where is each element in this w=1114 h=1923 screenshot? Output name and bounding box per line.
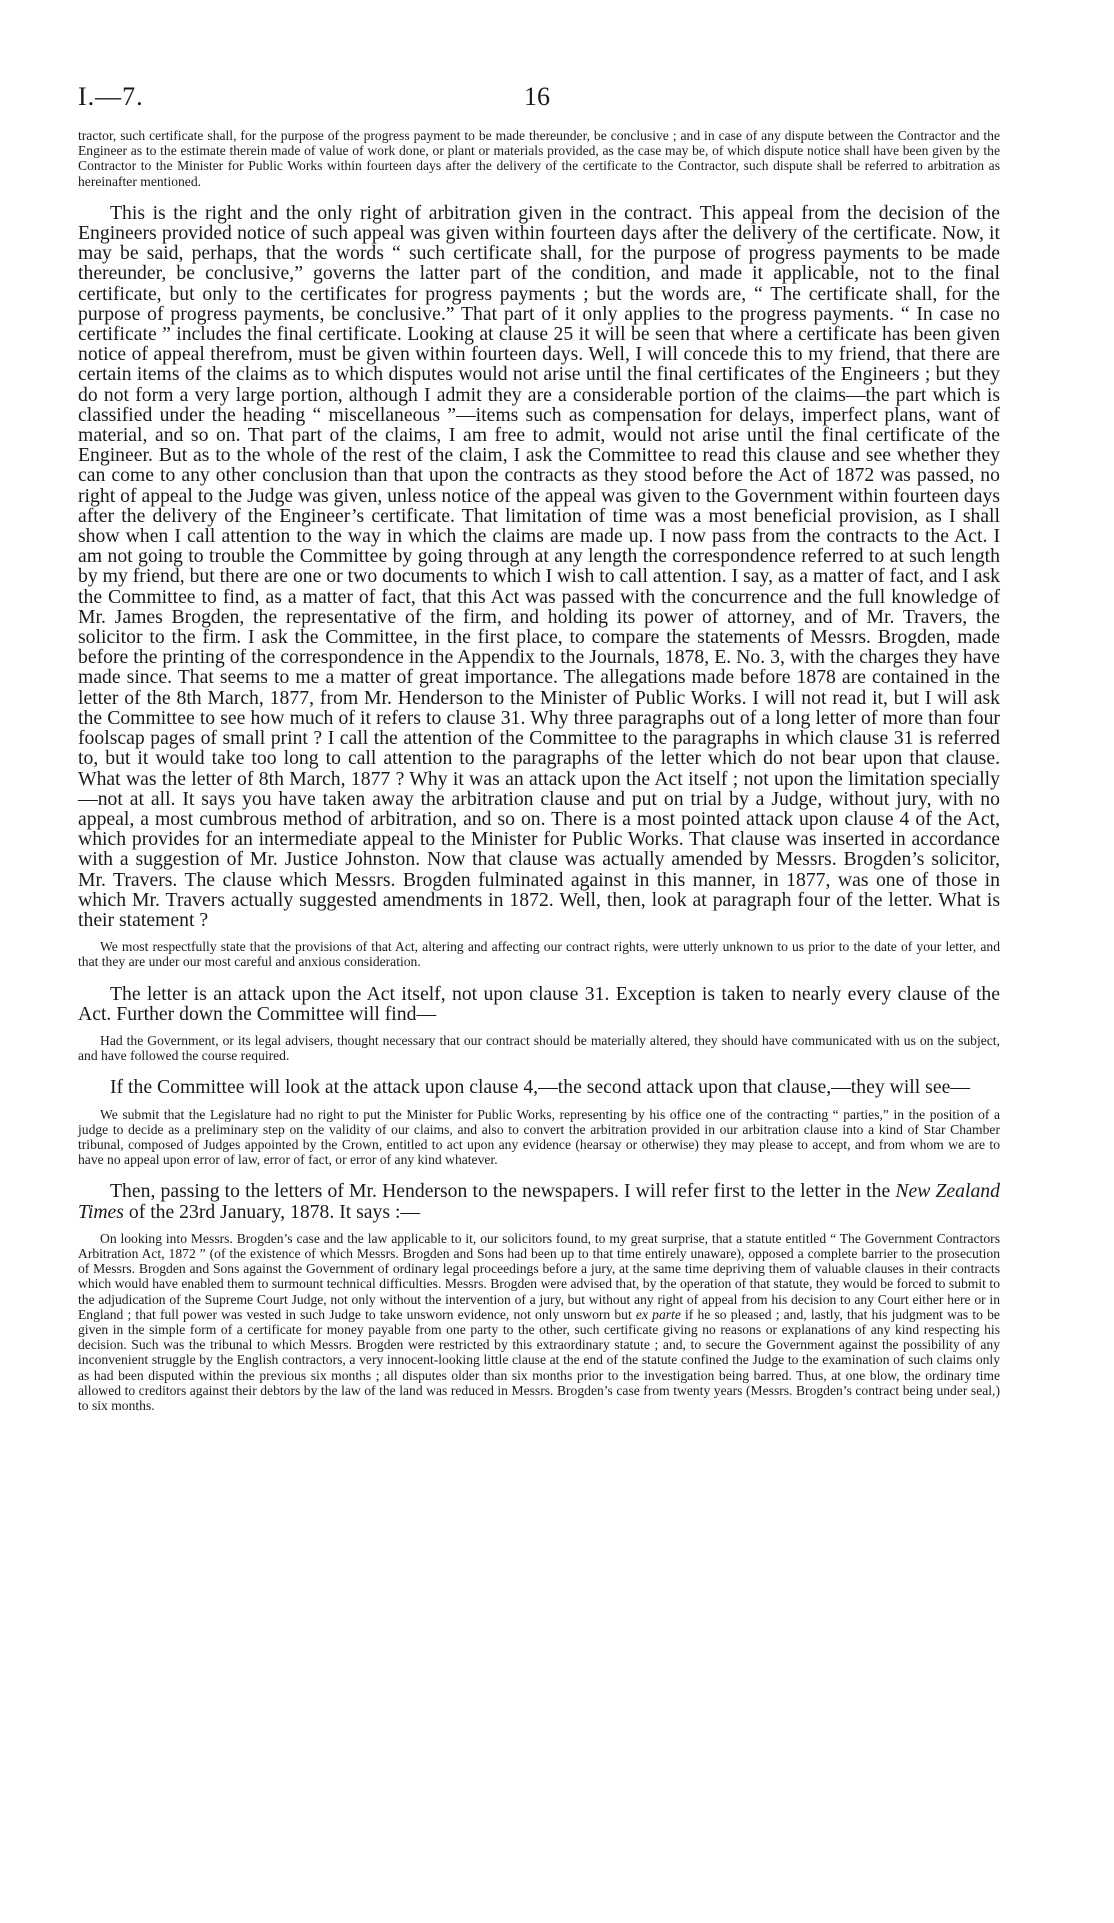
main-paragraph: This is the right and the only right of arbitration given in the contract. This appeal from the decision of the Engineers provided notice of such appeal was given within fourteen days after the delivery of the certificate. Now, it may be said, perhaps, that the words “ such certificate shall, for the purpose of progress payments to be made thereunder, be conclusive,” governs the latter part of the condition, and made it applicable, not to the final certificate, but only to the certificates for progress payments ; but the words are, “ The certificate shall, for the purpose of progress payments, be conclusive.” That part of it only applies to the progress payments. “ In case no certificate ” includes the final certificate. Looking at clause 25 it will be seen that where a certificate has been given notice of appeal therefrom, must be given within fourteen days. Well, I will concede this to my friend, that there are certain items of the claims as to which disputes would not arise until the final certificates of the Engineers ; but they do not form a very large portion, although I admit they are a considerable portion of the claims—the part which is classified under the heading “ miscellaneous ”—items such as compensation for delays, imperfect plans, want of material, and so on. That part of the claims, I am free to admit, would not arise until the final certificate of the Engineer. But as to the whole of the rest of the claim, I ask the Committee to read this clause and see whether they can come to any other conclusion than that upon the contracts as they stood before the Act of 1872 was passed, no right of appeal to the Judge was given, unless notice of the appeal was given to the Government within fourteen days after the delivery of the Engineer’s certificate. That limitation of time was a most beneficial provision, as I shall show when I call attention to the way in which the claims are made up. I now pass from the contracts to the Act. I am not going to trouble the Committee by going through at any length the correspondence referred to at such length by my friend, but there are one or two documents to which I wish to call attention. I say, as a matter of fact, and I ask the Committee to find, as a matter of fact, that this Act was passed with the concurrence and the full knowledge of Mr. James Brogden, the representative of the firm, and holding its power of attorney, and of Mr. Travers, the solicitor to the firm. I ask the Committee, in the first place, to compare the statements of Messrs. Brogden, made before the printing of the correspondence in the Appendix to the Journals, 1878, E. No. 3, with the charges they have made since. That seems to me a matter of great importance. The allegations made before 1878 are contained in the letter of the 8th March, 1877, from Mr. Henderson to the Minister of Public Works. I will not read it, but I will ask the Committee to see how much of it refers to clause 31. Why three paragraphs out of a long letter of more than four foolscap pages of small print ? I call the attention of the Committee to the paragraphs in which clause 31 is referred to, but it would take too long to call attention to the paragraphs of the letter which do not bear upon that clause. What was the letter of 8th March, 1877 ? Why it was an attack upon the Act itself ; not upon the limitation specially—not at all. It says you have taken away the arbitration clause and put on trial by a Judge, without jury, with no appeal, a most cumbrous method of arbitration, and so on. There is a most pointed attack upon clause 4 of the Act, which provides for an intermediate appeal to the Minister for Public Works. That clause was inserted in accordance with a suggestion of Mr. Justice Johnston. Now that clause was actually amended by Messrs. Brogden’s solicitor, Mr. Travers. The clause which Messrs. Brogden fulminated against in this manner, in 1877, was one of those in which Mr. Travers actually suggested amendments in 1872. Well, then, look at paragraph four of the letter. What is their statement ?	[78, 201, 1000, 931]
paragraph-attack-on-act: The letter is an attack upon the Act itself, not upon clause 31. Exception is taken to nearly every clause of the Act. Further down the Committee will find—	[78, 982, 1000, 1025]
paragraph-newspaper-text: Then, passing to the letters of Mr. Henderson to the newspapers. I will refer first to the letter in the	[110, 1180, 891, 1203]
newspaper-title: New Zealand Times	[78, 1180, 1000, 1223]
letter-quote-legislature: We submit that the Legislature had no right to put the Minister for Public Works, representing by his office one of the contracting “ parties,” in the position of a judge to decide as a preliminary step on the validity of our claims, and also to convert the arbitration provided in our arbitration clause into a kind of Star Chamber tribunal, composed of Judges appointed by the Crown, entitled to act upon any evidence (hearsay or otherwise) they may please to accept, and from whom we are to have no appeal upon error of law, error of fact, or error of any kind whatever.	[78, 1106, 1000, 1168]
newspaper-quote-text-end: if he so pleased ; and, lastly, that his judgment was to be given in the simple form of a certificate for money payable from one party to the other, such certificate giving no reasons or explanations of any kind respecting his decision. Such was the tribunal to which Messrs. Brogden were restricted by this extraordinary statute ; and, to secure the Government against the possibility of any inconvenient struggle by the English contractors, a very innocent-looking little clause at the end of the statute confined the Judge to the examination of such claims only as had been disputed within the previous six months ; all disputes older than six months prior to the investigation being barred. Thus, at one blow, the ordinary time allowed to creditors against their debtors by the law of the land was reduced in Messrs. Brogden’s case from twenty years (Messrs. Brogden’s contract being under seal,) to six months.	[78, 1306, 1000, 1413]
letter-quote-paragraph-four: We most respectfully state that the provisions of that Act, altering and affecting our contract rights, were utterly unknown to us prior to the date of your letter, and that they are under our most careful and anxious consideration.	[78, 939, 1000, 970]
document-page	[78, 82, 1000, 1413]
page-number: 16	[524, 82, 550, 111]
letter-quote-government-advisers: Had the Government, or its legal advisers, thought necessary that our contract should be materially altered, they should have communicated with us on the subject, and have followed the course required.	[78, 1032, 1000, 1064]
quoted-clause-continuation: tractor, such certificate shall, for the purpose of the progress payment to be made thereunder, be conclusive ; and in case of any dispute between the Contractor and the Engineer as to the estimate therein made of value of work done, or plant or materials provided, as the case may be, of which dispute notice shall have been given by the Contractor to the Minister for Public Works within fourteen days after the delivery of the certificate to the Contractor, such dispute shall be referred to arbitration as hereinafter mentioned.	[78, 128, 1000, 189]
page-header	[78, 82, 1000, 122]
paragraph-clause-four: If the Committee will look at the attack upon clause 4,—the second attack upon that clause,—they will see—	[110, 1076, 970, 1099]
newspaper-quote-text: On looking into Messrs. Brogden’s case and the law applicable to it, our solicitors found, to my great surprise, that a statute entitled “ The Government Contractors Arbitration Act, 1872 ” (of the existence of which Messrs. Brogden and Sons had been up to that time entirely unaware), opposed a complete barrier to the prosecution of Messrs. Brogden and Sons against the Government of ordinary legal proceedings before a jury, at the same time depriving them of valuable clauses in their contracts which would have enabled them to surmount technical difficulties. Messrs. Brogden were advised that, by the operation of that statute, they would be forced to submit to the adjudication of the Supreme Court Judge, not only without the intervention of a jury, but without any right of appeal from his decision to any Court either here or in England ; that full power was vested in such Judge to take unsworn evidence, not only unsworn but	[78, 1230, 1000, 1322]
paragraph-newspaper-text-end: of the 23rd January, 1878. It says :—	[128, 1200, 421, 1223]
paragraph-newspaper-letters	[78, 1181, 1000, 1221]
paper-reference: I.—7.	[78, 82, 144, 111]
newspaper-letter-quote	[78, 1231, 1000, 1413]
ex-parte-term: ex parte	[635, 1306, 681, 1322]
